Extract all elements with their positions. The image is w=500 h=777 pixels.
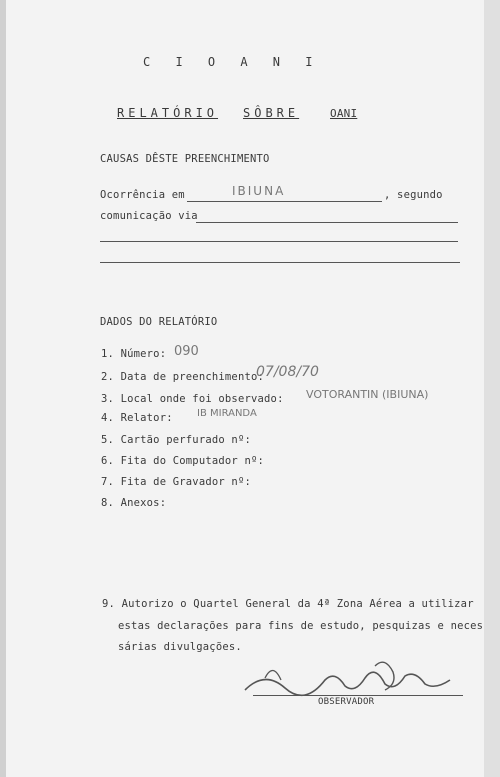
observador-label: OBSERVADOR xyxy=(318,697,375,707)
form-title: C I O A N I xyxy=(143,55,322,69)
ocorrencia-value: IBIUNA xyxy=(232,184,286,198)
item-data-label: 2. Data de preenchimento: xyxy=(101,371,265,383)
item-numero-value: 090 xyxy=(174,344,199,359)
autorizacao-line-2: estas declarações para fins de estudo, pesquizas e neces xyxy=(118,620,484,632)
item-data-value: 07/08/70 xyxy=(256,364,319,380)
signature-line xyxy=(253,695,463,696)
item-fita-gravador-label: 7. Fita de Gravador nº: xyxy=(101,476,251,488)
autorizacao-line-3: sárias divulgações. xyxy=(118,641,242,653)
autorizacao-line-1: 9. Autorizo o Quartel General da 4ª Zona Aérea a utilizar xyxy=(102,598,474,610)
ocorrencia-label: Ocorrência em xyxy=(100,189,185,201)
ocorrencia-line xyxy=(187,201,382,202)
subtitle-relatorio: RELATÓRIO xyxy=(117,106,219,120)
item-local-label: 3. Local onde foi observado: xyxy=(101,393,284,405)
segundo-label: , segundo xyxy=(384,189,443,201)
dados-heading: DADOS DO RELATÓRIO xyxy=(100,316,218,328)
comunicacao-label: comunicação via xyxy=(100,210,198,222)
subtitle-sobre: SÔBRE xyxy=(243,106,300,120)
item-cartao-label: 5. Cartão perfurado nº: xyxy=(101,434,251,446)
item-numero-label: 1. Número: xyxy=(101,348,167,360)
item-anexos-label: 8. Anexos: xyxy=(101,497,167,509)
comunicacao-line xyxy=(196,222,458,223)
item-local-value: VOTORANTIN (IBIUNA) xyxy=(306,388,429,401)
subtitle-oani: OANI xyxy=(330,107,358,120)
item-relator-value: IB MIRANDA xyxy=(197,408,257,419)
blank-line-2 xyxy=(100,262,460,263)
blank-line-1 xyxy=(100,241,458,242)
causas-heading: CAUSAS DÊSTE PREENCHIMENTO xyxy=(100,153,270,165)
item-relator-label: 4. Relator: xyxy=(101,412,173,424)
right-margin-shadow xyxy=(484,0,500,777)
item-fita-computador-label: 6. Fita do Computador nº: xyxy=(101,455,265,467)
